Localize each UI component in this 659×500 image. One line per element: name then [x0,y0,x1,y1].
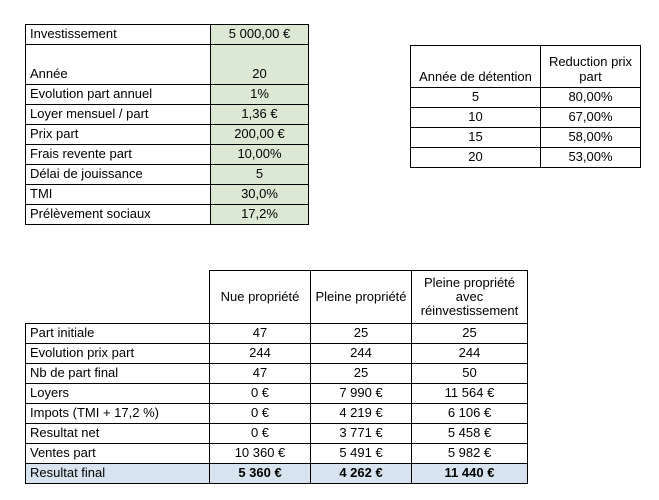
results-cell: 5 982 € [412,444,528,464]
results-cell: 244 [311,344,412,364]
param-label: Investissement [26,25,211,45]
parameters-table [25,24,309,225]
param-row [26,165,309,185]
param-value: 30,0% [211,185,309,205]
results-header: Nue propriété [210,271,311,324]
reduction-row [411,108,641,128]
reduction-row [411,148,641,168]
results-cell: 6 106 € [412,404,528,424]
results-total-cell: 5 360 € [210,464,311,484]
results-cell: 11 564 € [412,384,528,404]
results-total-row [26,464,528,484]
results-cell: 3 771 € [311,424,412,444]
param-value: 1,36 € [211,105,309,125]
param-label: Prélèvement sociaux [26,205,211,225]
results-cell: 4 219 € [311,404,412,424]
results-corner [26,271,210,324]
results-row [26,384,528,404]
param-label: Délai de jouissance [26,165,211,185]
results-label: Part initiale [26,324,210,344]
results-table [25,270,528,484]
reduction-rate: 58,00% [541,128,641,148]
results-total-cell: 4 262 € [311,464,412,484]
results-cell: 0 € [210,384,311,404]
results-cell: 244 [412,344,528,364]
reduction-rate: 80,00% [541,88,641,108]
results-cell: 0 € [210,404,311,424]
results-label: Resultat final [26,464,210,484]
param-value: 5 [211,165,309,185]
param-label: Frais revente part [26,145,211,165]
results-label: Loyers [26,384,210,404]
param-row [26,125,309,145]
param-row [26,185,309,205]
param-row [26,205,309,225]
param-label: Evolution part annuel [26,85,211,105]
reduction-header: Année de détention [411,46,541,88]
param-value: 20 [211,45,309,85]
param-value: 1% [211,85,309,105]
results-cell: 25 [311,324,412,344]
param-row [26,145,309,165]
param-value: 10,00% [211,145,309,165]
results-row [26,404,528,424]
reduction-rate: 53,00% [541,148,641,168]
results-cell: 0 € [210,424,311,444]
reduction-year: 20 [411,148,541,168]
param-value: 5 000,00 € [211,25,309,45]
results-row [26,424,528,444]
param-label: Prix part [26,125,211,145]
results-label: Nb de part final [26,364,210,384]
reduction-header-row [411,46,641,88]
results-header: Pleine propriété [311,271,412,324]
param-label: Année [26,45,211,85]
reduction-row [411,88,641,108]
results-cell: 5 458 € [412,424,528,444]
results-row [26,324,528,344]
results-label: Impots (TMI + 17,2 %) [26,404,210,424]
results-header-row [26,271,528,324]
param-row [26,25,309,45]
reduction-table [410,45,641,168]
results-cell: 244 [210,344,311,364]
reduction-header: Reduction prix part [541,46,641,88]
param-value: 200,00 € [211,125,309,145]
results-cell: 10 360 € [210,444,311,464]
results-header: Pleine propriété avec réinvestissement [412,271,528,324]
results-label: Ventes part [26,444,210,464]
results-cell: 47 [210,364,311,384]
param-label: TMI [26,185,211,205]
results-row [26,444,528,464]
param-value: 17,2% [211,205,309,225]
param-label: Loyer mensuel / part [26,105,211,125]
reduction-rate: 67,00% [541,108,641,128]
reduction-year: 5 [411,88,541,108]
results-cell: 5 491 € [311,444,412,464]
results-cell: 25 [311,364,412,384]
results-total-cell: 11 440 € [412,464,528,484]
param-row [26,45,309,85]
results-label: Evolution prix part [26,344,210,364]
results-cell: 25 [412,324,528,344]
param-row [26,105,309,125]
results-row [26,364,528,384]
reduction-year: 15 [411,128,541,148]
results-cell: 47 [210,324,311,344]
results-row [26,344,528,364]
reduction-year: 10 [411,108,541,128]
param-row [26,85,309,105]
reduction-row [411,128,641,148]
results-cell: 50 [412,364,528,384]
results-label: Resultat net [26,424,210,444]
results-cell: 7 990 € [311,384,412,404]
